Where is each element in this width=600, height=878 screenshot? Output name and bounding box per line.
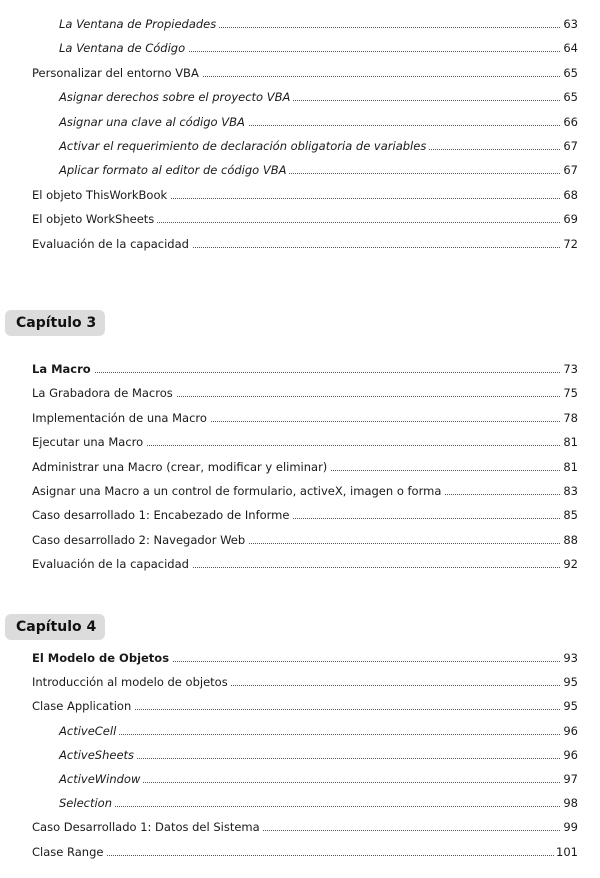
toc-entry bbox=[0, 817, 600, 837]
toc-entry bbox=[0, 457, 600, 477]
toc-entry-page: 81 bbox=[561, 457, 578, 477]
toc-entry-page: 99 bbox=[561, 817, 578, 837]
toc-entry bbox=[0, 63, 600, 83]
toc-entry-title: La Macro bbox=[32, 359, 94, 379]
toc-entry bbox=[0, 745, 600, 765]
toc-entry-title: El Modelo de Objetos bbox=[32, 648, 172, 668]
toc-entry-title: Ejecutar una Macro bbox=[32, 432, 146, 452]
chapter-heading: Capítulo 3 bbox=[5, 310, 105, 336]
toc-entry-page: 66 bbox=[561, 112, 578, 132]
toc-entry-page: 81 bbox=[561, 432, 578, 452]
toc-entry-title: Introducción al modelo de objetos bbox=[32, 672, 231, 692]
toc-entry bbox=[0, 554, 600, 574]
toc-entry-title: Asignar derechos sobre el proyecto VBA bbox=[59, 87, 293, 107]
toc-entry-title: Personalizar del entorno VBA bbox=[32, 63, 202, 83]
toc-entry bbox=[0, 648, 600, 668]
chapter-heading: Capítulo 4 bbox=[5, 614, 105, 640]
toc-entry-title: Asignar una Macro a un control de formulario, activeX, imagen o forma bbox=[32, 481, 444, 501]
toc-entry-title: Aplicar formato al editor de código VBA bbox=[59, 160, 289, 180]
dot-leader bbox=[32, 372, 578, 373]
toc-entry bbox=[0, 793, 600, 813]
toc-entry-page: 96 bbox=[561, 745, 578, 765]
toc-entry bbox=[0, 185, 600, 205]
toc-entry-page: 85 bbox=[561, 505, 578, 525]
toc-entry-page: 101 bbox=[554, 842, 578, 862]
toc-entry bbox=[0, 112, 600, 132]
toc-entry bbox=[0, 383, 600, 403]
toc-entry-title: La Grabadora de Macros bbox=[32, 383, 176, 403]
toc-entry-page: 96 bbox=[561, 721, 578, 741]
toc-entry bbox=[0, 696, 600, 716]
toc-entry-title: Activar el requerimiento de declaración obligatoria de variables bbox=[59, 136, 429, 156]
toc-entry bbox=[0, 87, 600, 107]
toc-entry-page: 88 bbox=[561, 530, 578, 550]
toc-entry bbox=[0, 530, 600, 550]
toc-entry-page: 65 bbox=[561, 63, 578, 83]
toc-entry-page: 95 bbox=[561, 696, 578, 716]
toc-entry bbox=[0, 14, 600, 34]
toc-entry-title: Caso Desarrollado 1: Datos del Sistema bbox=[32, 817, 263, 837]
dot-leader bbox=[59, 734, 578, 735]
toc-entry bbox=[0, 38, 600, 58]
toc-entry-title: Caso desarrollado 1: Encabezado de Informe bbox=[32, 505, 292, 525]
toc-entry-page: 69 bbox=[561, 209, 578, 229]
toc-entry bbox=[0, 136, 600, 156]
toc-entry bbox=[0, 481, 600, 501]
toc-entry-title: El objeto ThisWorkBook bbox=[32, 185, 170, 205]
toc-entry-title: ActiveSheets bbox=[59, 745, 137, 765]
toc-entry bbox=[0, 359, 600, 379]
toc-entry bbox=[0, 432, 600, 452]
toc-entry-page: 83 bbox=[561, 481, 578, 501]
toc-entry bbox=[0, 769, 600, 789]
toc-entry bbox=[0, 505, 600, 525]
toc-entry-page: 63 bbox=[561, 14, 578, 34]
toc-entry-page: 67 bbox=[561, 136, 578, 156]
dot-leader bbox=[32, 855, 578, 856]
toc-entry-title: El objeto WorkSheets bbox=[32, 209, 157, 229]
toc-entry-page: 72 bbox=[561, 234, 578, 254]
toc-entry-title: Clase Range bbox=[32, 842, 106, 862]
toc-entry-page: 92 bbox=[561, 554, 578, 574]
toc-entry bbox=[0, 721, 600, 741]
toc-entry-title: Caso desarrollado 2: Navegador Web bbox=[32, 530, 248, 550]
toc-entry-title: Evaluación de la capacidad bbox=[32, 234, 192, 254]
toc-entry-title: La Ventana de Código bbox=[59, 38, 188, 58]
toc-entry-title: Evaluación de la capacidad bbox=[32, 554, 192, 574]
toc-entry bbox=[0, 672, 600, 692]
toc-entry-page: 78 bbox=[561, 408, 578, 428]
toc-entry-page: 98 bbox=[561, 793, 578, 813]
toc-entry-page: 68 bbox=[561, 185, 578, 205]
toc-entry-title: Selection bbox=[59, 793, 115, 813]
toc-entry-page: 65 bbox=[561, 87, 578, 107]
dot-leader bbox=[59, 806, 578, 807]
toc-entry-page: 93 bbox=[561, 648, 578, 668]
toc-entry-title: Clase Application bbox=[32, 696, 134, 716]
toc-entry bbox=[0, 209, 600, 229]
toc-entry bbox=[0, 842, 600, 862]
toc-entry-title: ActiveCell bbox=[59, 721, 119, 741]
toc-entry-title: ActiveWindow bbox=[59, 769, 143, 789]
toc-entry bbox=[0, 234, 600, 254]
toc-entry-page: 95 bbox=[561, 672, 578, 692]
toc-entry-title: Administrar una Macro (crear, modificar y eliminar) bbox=[32, 457, 330, 477]
toc-entry bbox=[0, 408, 600, 428]
toc-entry-page: 67 bbox=[561, 160, 578, 180]
toc-entry-page: 73 bbox=[561, 359, 578, 379]
toc-entry-title: Asignar una clave al código VBA bbox=[59, 112, 248, 132]
toc-entry-page: 97 bbox=[561, 769, 578, 789]
toc-entry-title: La Ventana de Propiedades bbox=[59, 14, 219, 34]
toc-entry bbox=[0, 160, 600, 180]
toc-entry-page: 75 bbox=[561, 383, 578, 403]
toc-entry-title: Implementación de una Macro bbox=[32, 408, 210, 428]
toc-entry-page: 64 bbox=[561, 38, 578, 58]
